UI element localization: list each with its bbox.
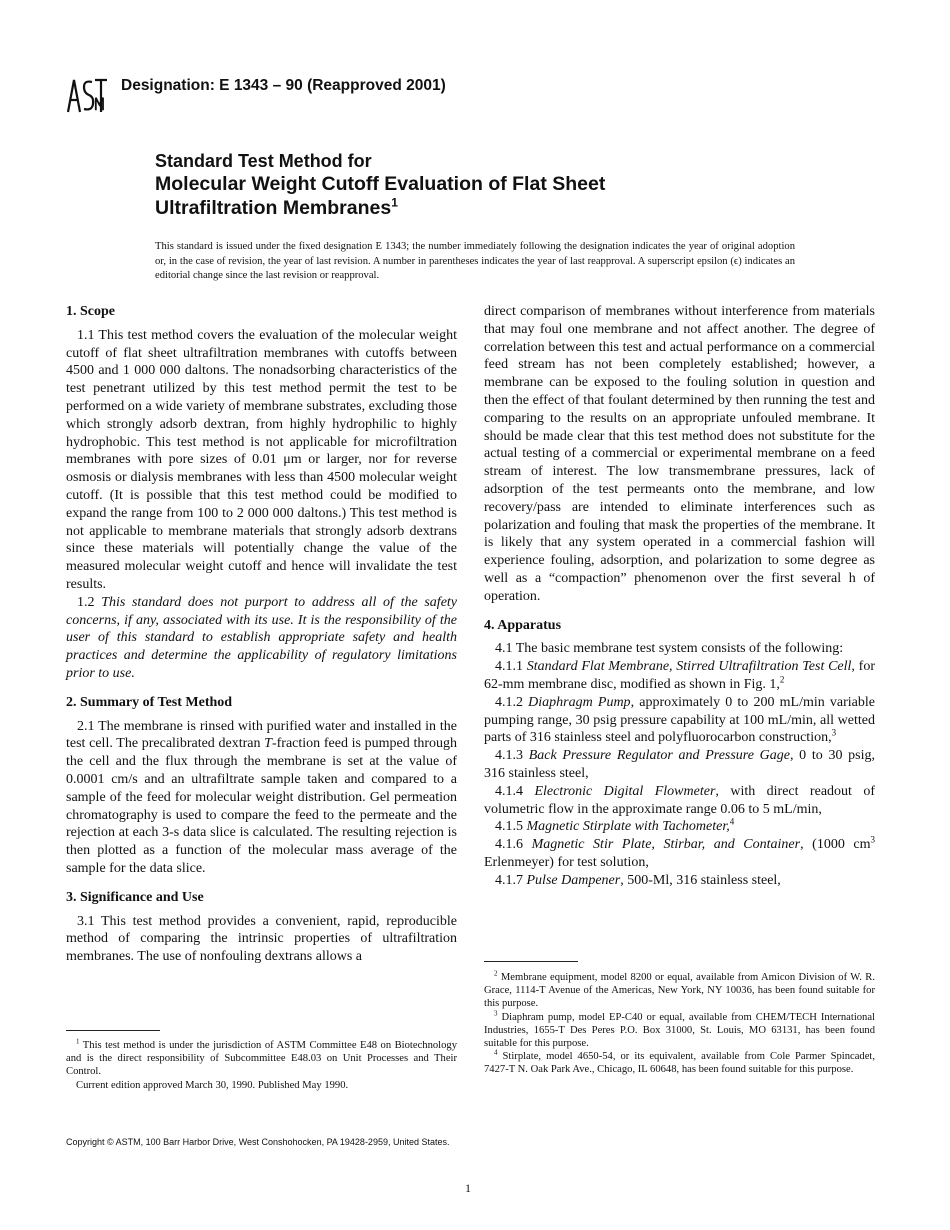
footnote-2: $^2$ Membrane equipment, model 8200 or equal, available from Amicon Division of W. R. Grace, 1114-T Avenue of the Americas, New York, NY 10036, has been found suitable for this purpose. — [484, 969, 875, 1010]
footnote-1: $^1$ This test method is under the jurisdiction of ASTM Committee E48 on Biotechnology and is the direct responsibility of Subcommittee E48.03 on Unit Processes and Their Control. — [66, 1037, 457, 1078]
paragraph-4-1-7: 4.1.7 Pulse Dampener, 500-Ml, 316 stainless steel, — [495, 872, 781, 888]
left-column — [66, 303, 457, 966]
paragraph-4-1-5: 4.1.5 Magnetic Stirplate with Tachometer,$^4$ — [495, 816, 735, 835]
title-line-2: Molecular Weight Cutoff Evaluation of Flat Sheet — [155, 173, 606, 195]
footnotes-right — [484, 971, 875, 1077]
paragraph-3-1: 3.1 This test method provides a convenient, rapid, reproducible method of comparing the intrinsic properties of ultrafiltration membranes. The use of nonfouling dextrans allows a — [66, 913, 457, 965]
paragraph-3-1-continued: direct comparison of membranes without interference from materials that may foul one membrane and not affect another. The degree of correlation between this test and actual performance on a commercial feed stream has not been completely established; however, a membrane can be exposed to the fouling solution in question and then the effect of that foulant determined by then running the test and comparing to the results on an appropriate unfouled membrane. It should be made clear that this test method does not substitute for the actual testing of a commercial or experimental membrane on a feed stream of interest. The low transmembrane pressures, lack of adsorption of the test permeants onto the membrane, and low recovery/pass are intended to eliminate interferences such as polarization and fouling that mask the properties of the membrane. It is likely that any system operated in a commercial fashion will experience fouling, adsorption, and polarization to some degree as well as a “compaction” phenomenon over the first several h of operation. — [484, 304, 875, 604]
paragraph-4-1-2: 4.1.2 Diaphragm Pump, approximately 0 to 200 mL/min variable pumping range, 30 psig pressure capability at 100 mL/min, all wetted parts of 316 stainless steel and polyfluorocarbon construction,$^3$ — [484, 694, 875, 746]
footnote-divider-left — [66, 1030, 160, 1031]
document-title — [155, 150, 605, 220]
paragraph-4-1-3: 4.1.3 Back Pressure Regulator and Pressure Gage, 0 to 30 psig, 316 stainless steel, — [484, 748, 875, 781]
footnote-ref-4[interactable]: 4 — [729, 816, 735, 827]
paragraph-4-1-4: 4.1.4 Electronic Digital Flowmeter, with direct readout of volumetric flow in the approximate range 0.06 to 5 mL/min, — [484, 783, 876, 817]
footnote-4: $^4$ Stirplate, model 4650-54, or its equivalent, available from Cole Parmer Spincadet, 7427-T N. Oak Park Ave., Chicago, IL 60648, has been found suitable for this purpose. — [484, 1048, 875, 1076]
footnotes-left — [66, 1039, 457, 1092]
footnote-3: $^3$ Diaphram pump, model EP-C40 or equal, available from CHEM/TECH International Industries, 1655-T Des Peres P.O. Box 31000, St. Louis, MO 63131, has been found suitable for this purpose. — [484, 1009, 875, 1050]
title-footnote-ref[interactable]: 1 — [391, 195, 398, 210]
title-line-1: Standard Test Method for — [155, 151, 372, 171]
section-2-heading: 2. Summary of Test Method — [66, 694, 233, 710]
paragraph-1-1: 1.1 This test method covers the evaluation of the molecular weight cutoff of flat sheet ultrafiltration membranes with cutoffs between 4500 and 1 000 000 daltons. The nonadsorbing characteristics of the test penetrant utilized by this test method permit the test to be performed on a wide variety of membrane substrates, excluding those which strongly adsorb dextran, from highly hydrophilic to highly hydrophobic. This test method is not applicable for microfiltration membranes with pore sizes of 0.01 μm or larger, nor for reverse osmosis or dialysis membranes with less than 4500 molecular weight cutoff. (It is possible that this test method could be modified to expand the range from 100 to 2 000 000 daltons.) This test method is not applicable to membrane materials that strongly adsorb dextrans since these materials will potentially change the value of the measured molecular weight cutoff and hence will invalidate the test results. — [66, 327, 457, 592]
section-4-heading: 4. Apparatus — [484, 617, 562, 633]
footnote-1-edition: Current edition approved March 30, 1990. Published May 1990. — [76, 1079, 349, 1091]
page-number: 1 — [465, 1181, 471, 1195]
designation: Designation: E 1343 – 90 (Reapproved 2001) — [121, 77, 446, 94]
paragraph-4-1: 4.1 The basic membrane test system consists of the following: — [495, 641, 844, 657]
issued-note: This standard is issued under the fixed designation E 1343; the number immediately following the designation indicates the year of original adoption or, in the case of revision, the year of last revision. A number in parentheses indicates the year of last reapproval. A superscript epsilon (ϵ) indicates an editorial change since the last revision or reapproval. — [155, 241, 795, 281]
section-3-heading: 3. Significance and Use — [66, 889, 204, 905]
paragraph-4-1-6: 4.1.6 Magnetic Stir Plate, Stirbar, and Container, (1000 $cm^3$ Erlenmeyer) for test solution, — [484, 834, 876, 870]
paragraph-2-1: 2.1 The membrane is rinsed with purified water and installed in the test cell. The precalibrated dextran T-fraction feed is pumped through the cell and the flux through the membrane is set at the value of 0.0001 cm/s and an ultrafiltrate sample taken and compared to a sample of the feed for molecular weight distribution. Gel permeation chromatography is used to compare the feed to the permeate and the rejection at each 3-s data slice is calculated. The resulting rejection is then plotted as a function of the molecular mass average of the sample for the data slice. — [66, 718, 458, 876]
footnote-ref-3[interactable]: 3 — [831, 727, 837, 738]
footnote-divider-right — [484, 961, 578, 962]
section-1-heading: 1. Scope — [66, 304, 115, 319]
paragraph-1-2: 1.2 This standard does not purport to address all of the safety concerns, if any, associated with its use. It is the responsibility of the user of this standard to establish appropriate safety and health practices and determine the applicability of regulatory limitations prior to use. — [66, 594, 458, 681]
copyright-notice: Copyright © ASTM, 100 Barr Harbor Drive, West Conshohocken, PA 19428-2959, United States. — [66, 1137, 450, 1147]
title-line-3: Ultrafiltration Membranes$^1$ — [155, 195, 398, 219]
footnote-ref-2[interactable]: 2 — [779, 674, 785, 685]
astm-logo-icon — [64, 74, 112, 116]
paragraph-4-1-1: 4.1.1 Standard Flat Membrane, Stirred Ultrafiltration Test Cell, for 62-mm membrane disc, modified as shown in Fig. 1,$^2$ — [484, 659, 875, 692]
right-column — [484, 303, 875, 890]
